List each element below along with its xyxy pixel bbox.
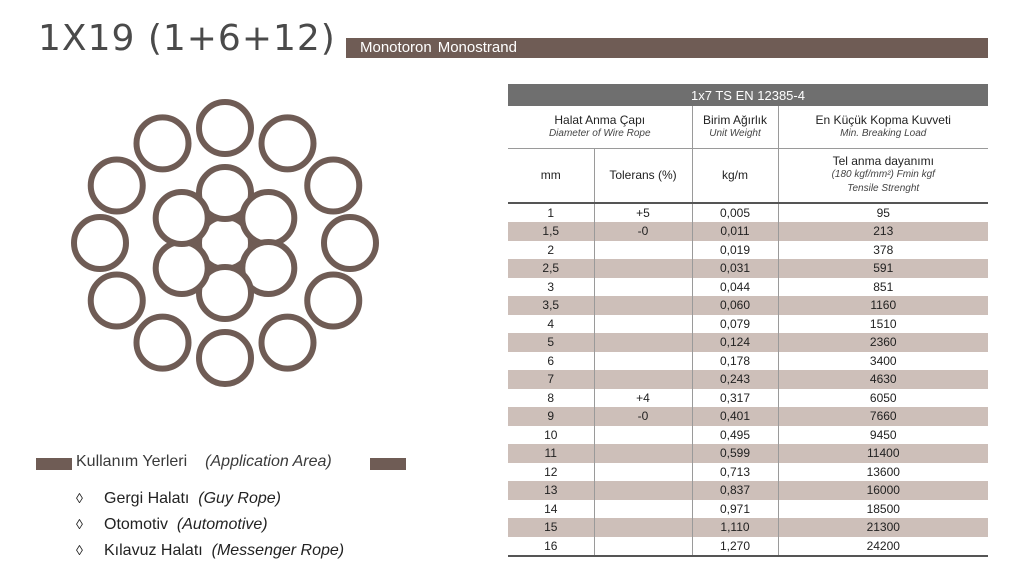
band-title-tr: Monotoron [360,39,432,56]
list-item: ◊ Gergi Halatı (Guy Rope) [76,487,344,513]
cell-kg-m: 0,317 [692,389,778,408]
cell-load: 11400 [778,444,988,463]
outer-wire [262,117,314,169]
application-label-en: (Application Area) [205,453,332,470]
cell-load: 378 [873,242,894,257]
cell-kg-m: 0,005 [692,203,778,222]
column-mm: mm [508,148,594,203]
cell-kg-m: 0,178 [692,352,778,371]
table-row [508,463,988,482]
cell-load: 13600 [866,464,900,479]
diamond-icon: ◊ [76,490,83,506]
cell-mm: 4 [508,315,594,334]
cell-kg-m: 0,079 [692,315,778,334]
table-row [508,481,988,500]
cell-load: 591 [778,259,988,278]
table-row [508,296,988,315]
cell-load: 18500 [866,501,900,516]
cell-kg-m: 0,031 [692,259,778,278]
page-title: 1X19 (1+6+12) [38,18,336,59]
cell-load: 2360 [778,333,988,352]
outer-wire [307,160,359,212]
cell-load: 4630 [778,370,988,389]
table-row [508,426,988,445]
outer-wire [199,102,251,154]
table-row [508,389,988,408]
column-tolerance: Tolerans (%) [594,148,692,203]
cell-mm: 2 [508,241,594,260]
cell-tolerance [594,259,692,278]
cell-tolerance [594,463,692,482]
column-kg-m: kg/m [692,148,778,203]
list-item: ◊ Otomotiv (Automotive) [76,513,344,539]
cell-load: 16000 [778,481,988,500]
outer-wire [137,317,189,369]
table-row [508,333,988,352]
cell-load: 21300 [778,518,988,537]
outer-wire [91,275,143,327]
cell-tolerance [594,500,692,519]
table-body [508,203,988,556]
inner-wire [156,192,208,244]
outer-wire [307,275,359,327]
cell-mm: 13 [508,481,594,500]
outer-wire [199,332,251,384]
cell-mm: 15 [508,518,594,537]
cell-kg-m: 0,019 [692,241,778,260]
cell-tolerance [594,278,692,297]
cell-tolerance [594,518,692,537]
application-area-header [36,453,406,473]
cell-mm: 14 [508,500,594,519]
rope-cross-section-diagram [60,90,390,400]
inner-wire [156,242,208,294]
table-row [508,315,988,334]
cell-tolerance [594,370,692,389]
group-diameter: Halat Anma Çapı Diameter of Wire Rope [508,106,692,148]
table-row [508,537,988,556]
outer-wire [324,217,376,269]
application-area-label [76,453,332,471]
cell-tolerance [594,241,692,260]
cell-tolerance [594,537,692,556]
table-row [508,500,988,519]
list-item: ◊ Kılavuz Halatı (Messenger Rope) [76,539,344,565]
cell-tolerance [594,352,692,371]
cell-load: 851 [873,279,894,294]
cell-mm: 2,5 [508,259,594,278]
outer-wire [91,160,143,212]
inner-wire [242,192,294,244]
table-row [508,203,988,222]
product-band [346,38,988,58]
standard-header: 1x7 TS EN 12385-4 [508,84,988,106]
table-row [508,370,988,389]
cell-load: 7660 [778,407,988,426]
cell-kg-m: 0,713 [692,463,778,482]
diamond-icon: ◊ [76,542,83,558]
table-row [508,222,988,241]
outer-wire [137,117,189,169]
header-bar-right [370,458,406,470]
outer-wire [74,217,126,269]
cell-tolerance: -0 [594,222,692,241]
cell-tolerance [594,481,692,500]
cell-mm: 7 [508,370,594,389]
group-breaking-load: En Küçük Kopma Kuvveti Min. Breaking Load [778,106,988,148]
table-row [508,259,988,278]
cell-kg-m: 0,011 [692,222,778,241]
cell-mm: 11 [508,444,594,463]
outer-wire [262,317,314,369]
header-bar-left [36,458,72,470]
cell-load: 6050 [869,390,897,405]
cell-tolerance [594,426,692,445]
cell-mm: 6 [508,352,594,371]
cell-load: 1510 [869,316,897,331]
cell-kg-m: 0,837 [692,481,778,500]
cell-kg-m: 1,270 [692,537,778,556]
cell-kg-m: 0,060 [692,296,778,315]
cell-mm: 3,5 [508,296,594,315]
cell-kg-m: 0,044 [692,278,778,297]
diamond-icon: ◊ [76,516,83,532]
cell-load: 95 [876,206,890,220]
cell-load: 9450 [869,427,897,442]
cell-kg-m: 0,243 [692,370,778,389]
table-row [508,444,988,463]
cell-tolerance: -0 [594,407,692,426]
table-row [508,352,988,371]
cell-mm: 1 [508,203,594,222]
cell-tolerance: +5 [594,203,692,222]
band-title-en: Monostrand [437,39,517,56]
cell-load: 1160 [778,296,988,315]
cell-kg-m: 0,401 [692,407,778,426]
table-row [508,407,988,426]
cell-mm: 16 [508,537,594,556]
table-row [508,278,988,297]
table-row [508,518,988,537]
cell-tolerance [594,296,692,315]
cell-mm: 12 [508,463,594,482]
cell-kg-m: 1,110 [692,518,778,537]
application-label-tr: Kullanım Yerleri [76,453,188,470]
cell-kg-m: 0,599 [692,444,778,463]
cell-mm: 8 [508,389,594,408]
cell-mm: 9 [508,407,594,426]
cell-kg-m: 0,124 [692,333,778,352]
cell-tolerance: +4 [594,389,692,408]
column-tensile: Tel anma dayanımı (180 kgf/mm²) Fmin kgf Tensile Strenght [778,148,988,203]
cell-load: 213 [778,222,988,241]
cell-tolerance [594,315,692,334]
table-row [508,241,988,260]
cell-tolerance [594,444,692,463]
cell-kg-m: 0,971 [692,500,778,519]
cell-mm: 1,5 [508,222,594,241]
cell-mm: 5 [508,333,594,352]
group-weight: Birim Ağırlık Unit Weight [692,106,778,148]
cell-load: 3400 [869,353,897,368]
cell-mm: 10 [508,426,594,445]
specification-table [508,84,988,557]
cell-mm: 3 [508,278,594,297]
application-list [76,487,344,565]
cell-load: 24200 [778,537,988,556]
cell-kg-m: 0,495 [692,426,778,445]
cell-tolerance [594,333,692,352]
